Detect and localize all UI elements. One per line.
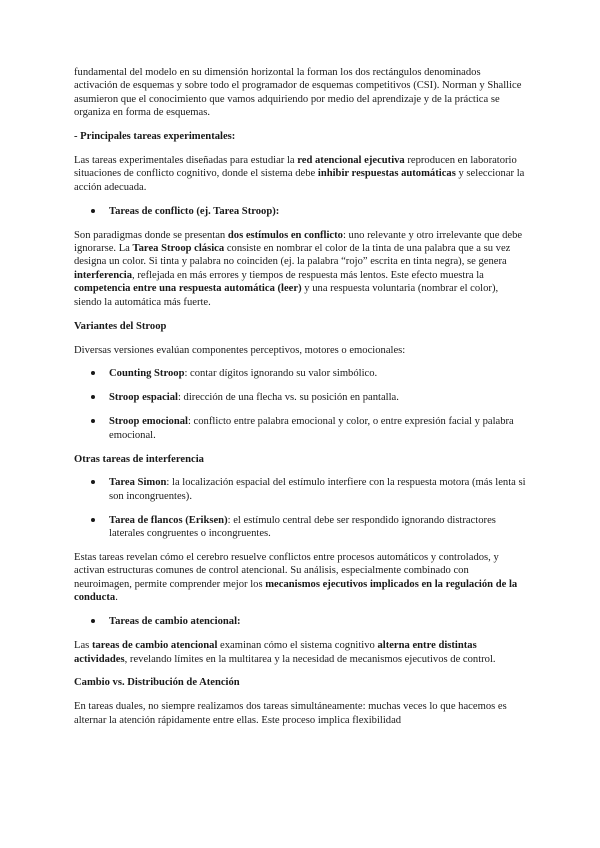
heading-cambio-vs-distribucion: Cambio vs. Distribución de Atención [74,677,240,689]
bullet-icon [91,419,95,423]
bullet-icon [91,480,95,484]
list-item: Counting Stroop: contar dígitos ignorando su valor simbólico. [74,367,526,380]
bullet-list-otras [74,476,526,540]
bullet-list-variantes [74,367,526,442]
paragraph-tareas-duales: En tareas duales, no siempre realizamos dos tareas simultáneamente: muchas veces lo que hacemos es alternar la atención rápidamente entre ellas. Este proceso implica flexibilidad [74,701,507,726]
heading-otras-tareas: Otras tareas de interferencia [74,453,204,465]
heading-variantes-stroop: Variantes del Stroop [74,320,167,332]
bullet-icon [91,395,95,399]
paragraph-intro: fundamental del modelo en su dimensión horizontal la forman los dos rectángulos denominados activación de esquemas y sobre todo el programador de esquemas competitivos (CSI). Norman y Shallice asumieron que el conocimiento que vamos adquiriendo por medio del aprendizaje y de la práctica se organiza en forma de esquemas. [74,67,522,119]
list-item: Stroop emocional: conflicto entre palabra emocional y color, o entre expresión facial y palabra emocional. [74,415,526,442]
bullet-list-conflicto [74,205,526,218]
bullet-icon [91,619,95,623]
paragraph-paradigmas: Son paradigmas donde se presentan dos estímulos en conflicto: uno relevante y otro irrelevante que debe ignorarse. La Tarea Stroop clásica consiste en nombrar el color de la tinta de una palabra que a su vez designa un color. Si tinta y palabra no coinciden (ej. la palabra “rojo” escrita en tinta negra), se genera interferencia, reflejada en más errores y tiempos de respuesta más lentos. Este efecto muestra la competencia entre una respuesta automática (leer) y una respuesta voluntaria (nombrar el color), siendo la automática más fuerte. [74,229,523,308]
list-item: Tarea Simon: la localización espacial del estímulo interfiere con la respuesta motora (más lenta si son incongruentes). [74,476,526,503]
list-item: Tarea de flancos (Eriksen): el estímulo central debe ser respondido ignorando distractores laterales congruentes o incongruentes. [74,514,526,541]
paragraph-revelan: Estas tareas revelan cómo el cerebro resuelve conflictos entre procesos automáticos y controlados, y activan estructuras comunes de control atencional. Su análisis, especialmente combinado con neuroimagen, permite comprender mejor los mecanismos ejecutivos implicados en la regulación de la conducta. [74,552,518,604]
bullet-icon [91,209,95,213]
bullet-icon [91,371,95,375]
bullet-icon [91,518,95,522]
paragraph-cambio-atencional: Las tareas de cambio atencional examinan cómo el sistema cognitivo alterna entre distintas actividades, revelando límites en la multitarea y la necesidad de mecanismos ejecutivos de control. [74,640,496,665]
list-item: Stroop espacial: dirección de una flecha vs. su posición en pantalla. [74,391,526,404]
paragraph-diversas: Diversas versiones evalúan componentes perceptivos, motores o emocionales: [74,344,406,356]
bullet-list-cambio [74,615,526,628]
heading-principales-tareas: - Principales tareas experimentales: [74,131,236,143]
paragraph-tareas-experimentales: Las tareas experimentales diseñadas para estudiar la red atencional ejecutiva reproducen en laboratorio situaciones de conflicto cognitivo, donde el sistema debe inhibir respuestas automáticas y seleccionar la acción adecuada. [74,155,525,193]
list-item: Tareas de conflicto (ej. Tarea Stroop): [74,205,526,218]
list-item: Tareas de cambio atencional: [74,615,526,628]
